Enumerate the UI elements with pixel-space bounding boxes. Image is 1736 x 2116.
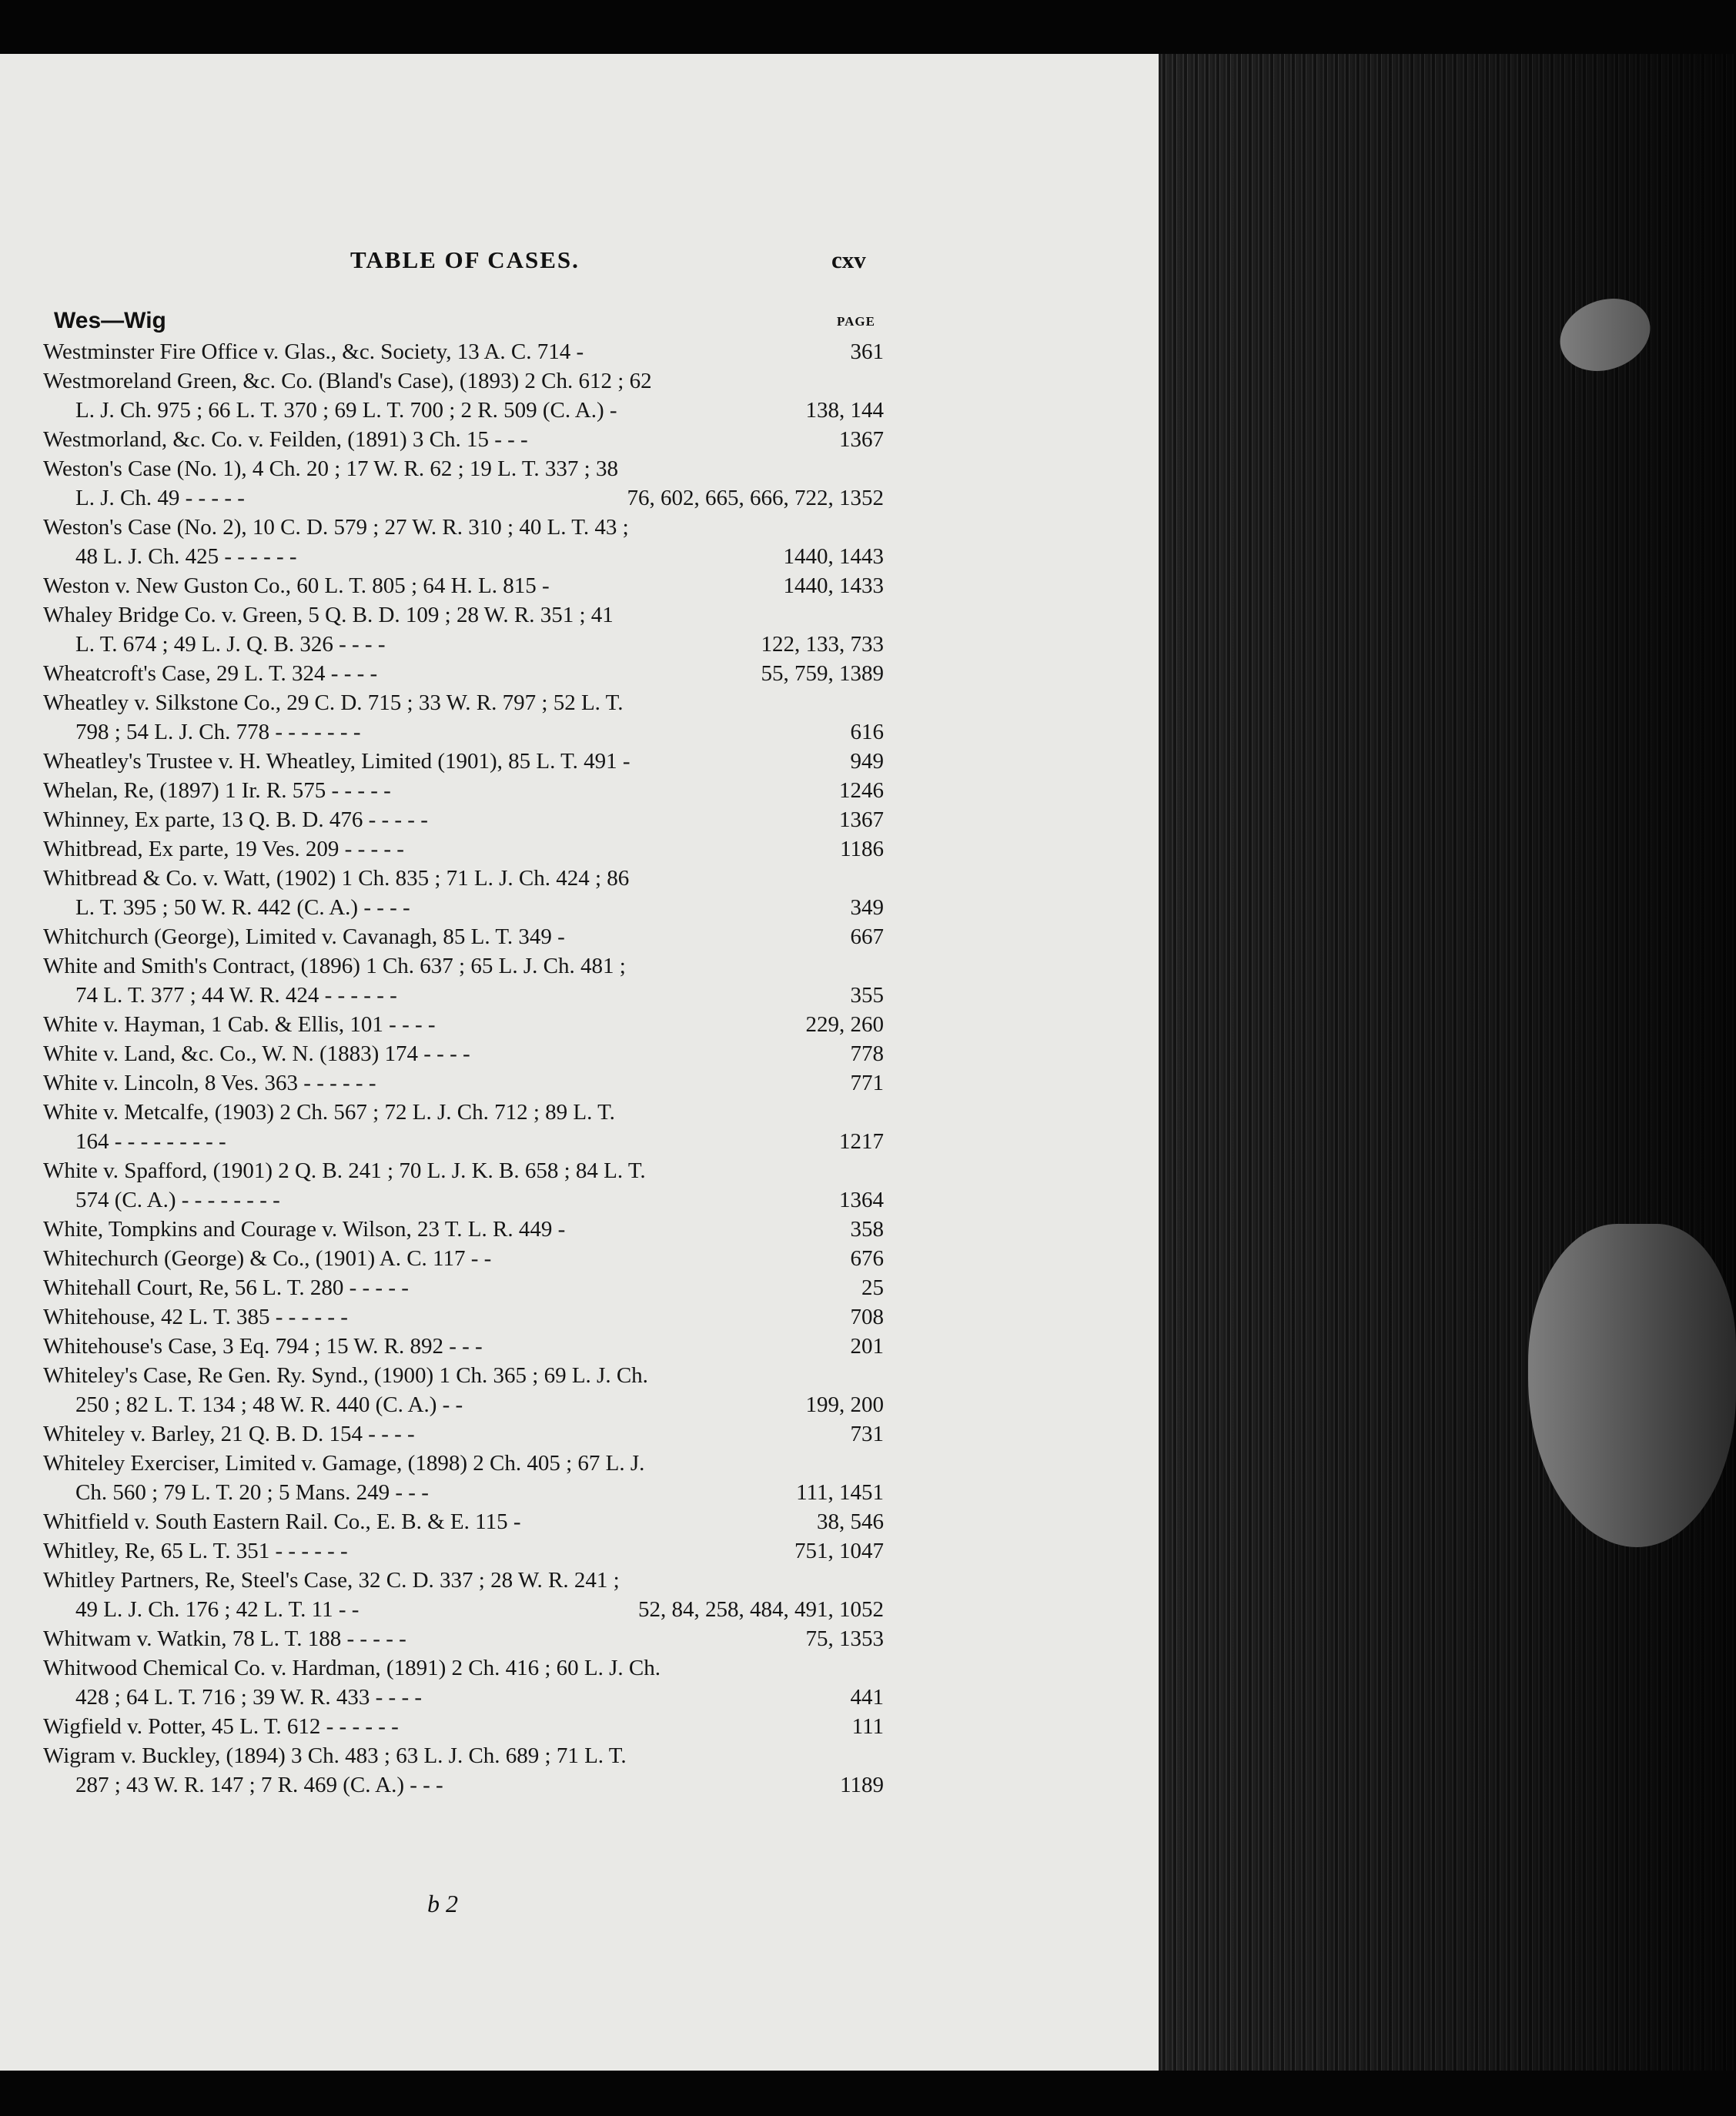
case-citation: L. J. Ch. 975 ; 66 L. T. 370 ; 69 L. T. 700 ; 2 R. 509 (C. A.) - bbox=[75, 398, 617, 423]
case-list bbox=[43, 337, 884, 1800]
page-references: 1364 bbox=[839, 1188, 884, 1212]
leader-space bbox=[429, 1478, 796, 1507]
case-citation: Whiteley Exerciser, Limited v. Gamage, (1898) 2 Ch. 405 ; 67 L. J. bbox=[43, 1451, 645, 1476]
case-entry-line bbox=[43, 776, 884, 805]
case-entry bbox=[43, 659, 884, 688]
case-entry bbox=[43, 1244, 884, 1273]
case-citation: L. T. 674 ; 49 L. J. Q. B. 326 - - - - bbox=[75, 632, 386, 657]
case-entry-line bbox=[43, 1683, 884, 1712]
page-number: cxv bbox=[831, 246, 866, 273]
page-references: 111 bbox=[851, 1714, 884, 1739]
case-entry-line bbox=[43, 922, 884, 951]
case-citation: Whinney, Ex parte, 13 Q. B. D. 476 - - - - - bbox=[43, 807, 428, 832]
leader-space bbox=[629, 864, 884, 893]
case-citation: Whiteley v. Barley, 21 Q. B. D. 154 - - - - bbox=[43, 1422, 415, 1446]
case-citation: Whiteley's Case, Re Gen. Ry. Synd., (1900) 1 Ch. 365 ; 69 L. J. Ch. bbox=[43, 1363, 648, 1388]
leader-space bbox=[297, 542, 784, 571]
case-entry bbox=[43, 1449, 884, 1507]
leader-space bbox=[483, 1332, 851, 1361]
page-references: 199, 200 bbox=[805, 1392, 884, 1417]
leader-space bbox=[614, 600, 884, 630]
case-entry-line bbox=[43, 542, 884, 571]
page-references: 349 bbox=[850, 895, 884, 920]
alphabetical-range: Wes—Wig bbox=[54, 308, 166, 333]
page-references: 76, 602, 665, 666, 722, 1352 bbox=[627, 486, 884, 510]
case-citation: 74 L. T. 377 ; 44 W. R. 424 - - - - - - bbox=[75, 983, 397, 1008]
page-references: 771 bbox=[850, 1071, 884, 1095]
case-entry-line bbox=[43, 893, 884, 922]
case-entry bbox=[43, 1156, 884, 1215]
case-entry bbox=[43, 1273, 884, 1302]
leader-space bbox=[565, 922, 851, 951]
leader-space bbox=[436, 1010, 806, 1039]
case-entry-line bbox=[43, 1390, 884, 1419]
leader-space bbox=[661, 1653, 884, 1683]
case-citation: White v. Hayman, 1 Cab. & Ellis, 101 - - - - bbox=[43, 1012, 436, 1037]
case-entry-line bbox=[43, 1712, 884, 1741]
case-citation: Whitfield v. South Eastern Rail. Co., E. B. & E. 115 - bbox=[43, 1509, 521, 1534]
page-references: 355 bbox=[850, 983, 884, 1008]
page-references: 441 bbox=[850, 1685, 884, 1710]
page-references: 75, 1353 bbox=[805, 1626, 884, 1651]
case-entry bbox=[43, 922, 884, 951]
case-citation: Whitbread & Co. v. Watt, (1902) 1 Ch. 835 ; 71 L. J. Ch. 424 ; 86 bbox=[43, 866, 630, 891]
case-entry-line bbox=[43, 1536, 884, 1566]
case-entry-line bbox=[43, 454, 884, 483]
case-entry-line bbox=[43, 659, 884, 688]
case-entry bbox=[43, 1361, 884, 1419]
case-entry-line bbox=[43, 1595, 884, 1624]
leader-space bbox=[470, 1039, 851, 1068]
case-entry bbox=[43, 425, 884, 454]
case-entry-line bbox=[43, 1770, 884, 1800]
case-entry bbox=[43, 1566, 884, 1624]
leader-space bbox=[627, 1741, 884, 1770]
case-entry bbox=[43, 1039, 884, 1068]
case-citation: 49 L. J. Ch. 176 ; 42 L. T. 11 - - bbox=[75, 1597, 360, 1622]
signature-mark: b 2 bbox=[427, 1890, 458, 1917]
case-citation: Wigfield v. Potter, 45 L. T. 612 - - - - - - bbox=[43, 1714, 399, 1739]
page-references: 778 bbox=[850, 1041, 884, 1066]
leader-space bbox=[648, 1361, 884, 1390]
leader-space bbox=[584, 337, 850, 366]
case-citation: Whaley Bridge Co. v. Green, 5 Q. B. D. 109 ; 28 W. R. 351 ; 41 bbox=[43, 603, 614, 627]
case-entry-line bbox=[43, 1419, 884, 1449]
case-entry-line bbox=[43, 1273, 884, 1302]
leader-space bbox=[377, 659, 761, 688]
case-citation: 164 - - - - - - - - - bbox=[75, 1129, 226, 1154]
case-entry bbox=[43, 864, 884, 922]
case-entry-line bbox=[43, 805, 884, 834]
case-entry bbox=[43, 337, 884, 366]
leader-space bbox=[410, 893, 851, 922]
page-references: 708 bbox=[850, 1305, 884, 1329]
case-entry bbox=[43, 454, 884, 513]
case-entry-line bbox=[43, 1624, 884, 1653]
case-entry bbox=[43, 1332, 884, 1361]
case-entry-line bbox=[43, 1156, 884, 1185]
case-citation: White, Tompkins and Courage v. Wilson, 23 T. L. R. 449 - bbox=[43, 1217, 566, 1242]
case-citation: White v. Metcalfe, (1903) 2 Ch. 567 ; 72 L. J. Ch. 712 ; 89 L. T. bbox=[43, 1100, 615, 1125]
case-entry-line bbox=[43, 396, 884, 425]
leader-space bbox=[397, 981, 851, 1010]
page-references: 1367 bbox=[839, 427, 884, 452]
case-citation: L. T. 395 ; 50 W. R. 442 (C. A.) - - - - bbox=[75, 895, 410, 920]
case-entry bbox=[43, 1741, 884, 1800]
page-references: 52, 84, 258, 484, 491, 1052 bbox=[638, 1597, 884, 1622]
page-references: 1186 bbox=[840, 837, 884, 861]
case-citation: Whitbread, Ex parte, 19 Ves. 209 - - - - - bbox=[43, 837, 404, 861]
case-entry bbox=[43, 1098, 884, 1156]
page-references: 667 bbox=[850, 924, 884, 949]
case-entry-line bbox=[43, 483, 884, 513]
leader-space bbox=[361, 717, 851, 747]
case-citation: Weston's Case (No. 1), 4 Ch. 20 ; 17 W. R. 62 ; 19 L. T. 337 ; 38 bbox=[43, 456, 618, 481]
leader-space bbox=[565, 1215, 850, 1244]
case-entry-line bbox=[43, 1127, 884, 1156]
case-entry bbox=[43, 834, 884, 864]
leader-space bbox=[626, 951, 884, 981]
case-citation: Ch. 560 ; 79 L. T. 20 ; 5 Mans. 249 - - - bbox=[75, 1480, 429, 1505]
page-references: 138, 144 bbox=[805, 398, 884, 423]
case-entry bbox=[43, 776, 884, 805]
case-citation: Whelan, Re, (1897) 1 Ir. R. 575 - - - - - bbox=[43, 778, 391, 803]
case-entry-line bbox=[43, 1653, 884, 1683]
page-references: 1189 bbox=[840, 1773, 884, 1797]
leader-space bbox=[404, 834, 840, 864]
case-entry bbox=[43, 1653, 884, 1712]
leader-space bbox=[615, 1098, 884, 1127]
case-entry bbox=[43, 1507, 884, 1536]
case-citation: 798 ; 54 L. J. Ch. 778 - - - - - - - bbox=[75, 720, 361, 744]
page-references: 1367 bbox=[839, 807, 884, 832]
case-citation: Westmorland, &c. Co. v. Feilden, (1891) 3 Ch. 15 - - - bbox=[43, 427, 528, 452]
case-citation: Whitechurch (George) & Co., (1901) A. C. 117 - - bbox=[43, 1246, 492, 1271]
leader-space bbox=[348, 1302, 851, 1332]
book-fore-edge bbox=[1159, 54, 1736, 2071]
leader-space bbox=[376, 1068, 850, 1098]
page-references: 1440, 1443 bbox=[783, 544, 884, 569]
case-entry bbox=[43, 1215, 884, 1244]
case-citation: Wheatley's Trustee v. H. Wheatley, Limited (1901), 85 L. T. 491 - bbox=[43, 749, 631, 774]
case-citation: Weston v. New Guston Co., 60 L. T. 805 ; 64 H. L. 815 - bbox=[43, 573, 550, 598]
case-entry bbox=[43, 366, 884, 425]
case-citation: Whitehouse's Case, 3 Eq. 794 ; 15 W. R. 892 - - - bbox=[43, 1334, 483, 1359]
leader-space bbox=[385, 630, 761, 659]
case-entry-line bbox=[43, 1010, 884, 1039]
book-page bbox=[0, 54, 1159, 2071]
leader-space bbox=[629, 513, 884, 542]
leader-space bbox=[428, 805, 839, 834]
case-entry-line bbox=[43, 1507, 884, 1536]
case-entry-line bbox=[43, 1039, 884, 1068]
case-citation: Wheatcroft's Case, 29 L. T. 324 - - - - bbox=[43, 661, 378, 686]
case-entry-line bbox=[43, 1215, 884, 1244]
case-entry bbox=[43, 571, 884, 600]
case-citation: Westminster Fire Office v. Glas., &c. Society, 13 A. C. 714 - bbox=[43, 339, 584, 364]
leader-space bbox=[245, 483, 627, 513]
case-citation: Wheatley v. Silkstone Co., 29 C. D. 715 ; 33 W. R. 797 ; 52 L. T. bbox=[43, 690, 624, 715]
case-entry-line bbox=[43, 425, 884, 454]
case-entry bbox=[43, 747, 884, 776]
case-citation: 48 L. J. Ch. 425 - - - - - - bbox=[75, 544, 297, 569]
case-citation: White v. Lincoln, 8 Ves. 363 - - - - - - bbox=[43, 1071, 376, 1095]
case-citation: Whitehall Court, Re, 56 L. T. 280 - - - - - bbox=[43, 1275, 409, 1300]
page-references: 751, 1047 bbox=[794, 1539, 884, 1563]
leader-space bbox=[528, 425, 839, 454]
case-entry-line bbox=[43, 834, 884, 864]
case-entry-line bbox=[43, 747, 884, 776]
page-references: 1246 bbox=[839, 778, 884, 803]
leader-space bbox=[226, 1127, 839, 1156]
page-references: 1217 bbox=[839, 1129, 884, 1154]
case-entry-line bbox=[43, 1244, 884, 1273]
page-references: 55, 759, 1389 bbox=[761, 661, 884, 686]
leader-space bbox=[617, 396, 806, 425]
leader-space bbox=[644, 1449, 884, 1478]
case-entry-line bbox=[43, 1449, 884, 1478]
case-entry-line bbox=[43, 1478, 884, 1507]
case-entry-line bbox=[43, 630, 884, 659]
case-citation: Whitwam v. Watkin, 78 L. T. 188 - - - - - bbox=[43, 1626, 406, 1651]
page-column-heading: PAGE bbox=[837, 314, 875, 329]
case-citation: Whitley Partners, Re, Steel's Case, 32 C. D. 337 ; 28 W. R. 241 ; bbox=[43, 1568, 620, 1593]
case-citation: Whitwood Chemical Co. v. Hardman, (1891) 2 Ch. 416 ; 60 L. J. Ch. bbox=[43, 1656, 661, 1680]
leader-space bbox=[422, 1683, 850, 1712]
case-citation: Weston's Case (No. 2), 10 C. D. 579 ; 27 W. R. 310 ; 40 L. T. 43 ; bbox=[43, 515, 629, 540]
leader-space bbox=[399, 1712, 852, 1741]
case-citation: White v. Land, &c. Co., W. N. (1883) 174 - - - - bbox=[43, 1041, 470, 1066]
page-references: 361 bbox=[850, 339, 884, 364]
scan-top-border bbox=[0, 0, 1736, 54]
page-references: 358 bbox=[850, 1217, 884, 1242]
leader-space bbox=[359, 1595, 638, 1624]
case-entry-line bbox=[43, 513, 884, 542]
case-citation: White v. Spafford, (1901) 2 Q. B. 241 ; 70 L. J. K. B. 658 ; 84 L. T. bbox=[43, 1158, 646, 1183]
page-references: 616 bbox=[850, 720, 884, 744]
leader-space bbox=[409, 1273, 861, 1302]
case-entry bbox=[43, 1536, 884, 1566]
case-entry bbox=[43, 688, 884, 747]
leader-space bbox=[631, 747, 851, 776]
leader-space bbox=[463, 1390, 805, 1419]
case-entry bbox=[43, 1068, 884, 1098]
case-entry-line bbox=[43, 571, 884, 600]
page-references: 1440, 1433 bbox=[783, 573, 884, 598]
case-entry bbox=[43, 1624, 884, 1653]
page-references: 111, 1451 bbox=[796, 1480, 884, 1505]
leader-space bbox=[618, 454, 884, 483]
case-entry-line bbox=[43, 981, 884, 1010]
case-entry-line bbox=[43, 1566, 884, 1595]
case-citation: Wigram v. Buckley, (1894) 3 Ch. 483 ; 63 L. J. Ch. 689 ; 71 L. T. bbox=[43, 1743, 627, 1768]
case-citation: 250 ; 82 L. T. 134 ; 48 W. R. 440 (C. A.) - - bbox=[75, 1392, 463, 1417]
case-citation: Whitehouse, 42 L. T. 385 - - - - - - bbox=[43, 1305, 348, 1329]
leader-space bbox=[280, 1185, 839, 1215]
page-references: 731 bbox=[850, 1422, 884, 1446]
page-references: 949 bbox=[850, 749, 884, 774]
leader-space bbox=[652, 366, 884, 396]
case-entry-line bbox=[43, 1098, 884, 1127]
leader-space bbox=[443, 1770, 840, 1800]
leader-space bbox=[620, 1566, 884, 1595]
debris-fragment bbox=[1550, 286, 1661, 383]
leader-space bbox=[406, 1624, 806, 1653]
case-entry-line bbox=[43, 864, 884, 893]
case-entry bbox=[43, 805, 884, 834]
case-entry-line bbox=[43, 1741, 884, 1770]
case-entry-line bbox=[43, 1185, 884, 1215]
case-entry-line bbox=[43, 1302, 884, 1332]
leader-space bbox=[415, 1419, 851, 1449]
case-citation: 574 (C. A.) - - - - - - - - bbox=[75, 1188, 280, 1212]
page-references: 676 bbox=[850, 1246, 884, 1271]
page-references: 122, 133, 733 bbox=[761, 632, 884, 657]
case-citation: 287 ; 43 W. R. 147 ; 7 R. 469 (C. A.) - - - bbox=[75, 1773, 443, 1797]
leader-space bbox=[391, 776, 839, 805]
page-references: 25 bbox=[861, 1275, 884, 1300]
leader-space bbox=[520, 1507, 817, 1536]
case-entry-line bbox=[43, 1332, 884, 1361]
leader-space bbox=[491, 1244, 850, 1273]
case-entry bbox=[43, 513, 884, 571]
case-citation: White and Smith's Contract, (1896) 1 Ch. 637 ; 65 L. J. Ch. 481 ; bbox=[43, 954, 626, 978]
case-entry-line bbox=[43, 951, 884, 981]
page-references: 38, 546 bbox=[817, 1509, 884, 1534]
case-citation: L. J. Ch. 49 - - - - - bbox=[75, 486, 245, 510]
leader-space bbox=[623, 688, 884, 717]
case-entry-line bbox=[43, 717, 884, 747]
page-references: 201 bbox=[850, 1334, 884, 1359]
scan-bottom-border bbox=[0, 2071, 1736, 2116]
case-citation: Whitchurch (George), Limited v. Cavanagh, 85 L. T. 349 - bbox=[43, 924, 565, 949]
page-references: 229, 260 bbox=[805, 1012, 884, 1037]
page-title: TABLE OF CASES. bbox=[350, 246, 580, 273]
case-entry bbox=[43, 1419, 884, 1449]
case-entry bbox=[43, 600, 884, 659]
case-citation: Westmoreland Green, &c. Co. (Bland's Case), (1893) 2 Ch. 612 ; 62 bbox=[43, 369, 652, 393]
case-entry-line bbox=[43, 366, 884, 396]
debris-fragment bbox=[1528, 1224, 1736, 1547]
leader-space bbox=[550, 571, 784, 600]
case-citation: 428 ; 64 L. T. 716 ; 39 W. R. 433 - - - - bbox=[75, 1685, 423, 1710]
leader-space bbox=[348, 1536, 794, 1566]
case-entry bbox=[43, 1010, 884, 1039]
leader-space bbox=[646, 1156, 884, 1185]
case-entry bbox=[43, 1712, 884, 1741]
case-citation: Whitley, Re, 65 L. T. 351 - - - - - - bbox=[43, 1539, 348, 1563]
case-entry-line bbox=[43, 1068, 884, 1098]
case-entry-line bbox=[43, 688, 884, 717]
case-entry bbox=[43, 951, 884, 1010]
case-entry bbox=[43, 1302, 884, 1332]
case-entry-line bbox=[43, 600, 884, 630]
case-entry-line bbox=[43, 1361, 884, 1390]
case-entry-line bbox=[43, 337, 884, 366]
